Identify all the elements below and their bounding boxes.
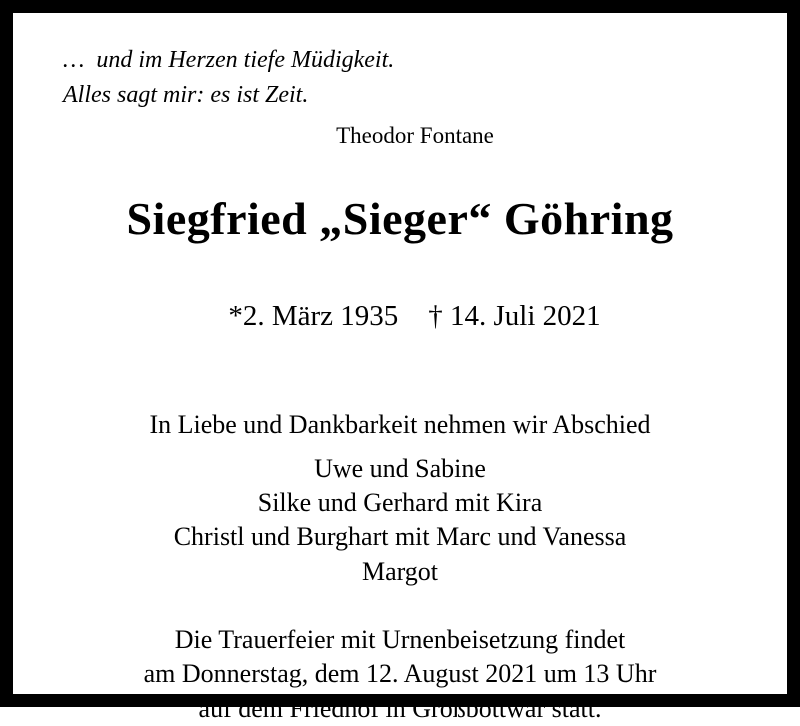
quote-line-1: … und im Herzen tiefe Müdigkeit. <box>63 47 395 73</box>
birth-date: *2. März 1935 <box>228 299 399 332</box>
ceremony-line: Die Trauerfeier mit Urnenbeisetzung findet <box>174 625 626 655</box>
farewell-intro: In Liebe und Dankbarkeit nehmen wir Abschied <box>149 409 651 439</box>
death-date: † 14. Juli 2021 <box>428 299 601 332</box>
family-list <box>53 452 747 589</box>
deceased-name: Siegfried „Sieger“ Göhring <box>126 192 674 244</box>
ceremony-line: auf dem Friedhof in Großbottwar statt. <box>198 693 602 723</box>
quote-block <box>53 43 747 152</box>
family-line: Christl und Burghart mit Marc und Vanessa <box>173 522 627 552</box>
family-line: Uwe und Sabine <box>314 453 486 483</box>
ceremony-details <box>53 623 747 726</box>
family-line: Silke und Gerhard mit Kira <box>257 488 543 518</box>
quote-author: Theodor Fontane <box>336 122 494 148</box>
family-line: Margot <box>361 556 439 586</box>
quote-line-2: Alles sagt mir: es ist Zeit. <box>63 81 309 108</box>
ceremony-line: am Donnerstag, dem 12. August 2021 um 13 Uhr <box>143 659 657 689</box>
life-dates <box>53 267 747 366</box>
